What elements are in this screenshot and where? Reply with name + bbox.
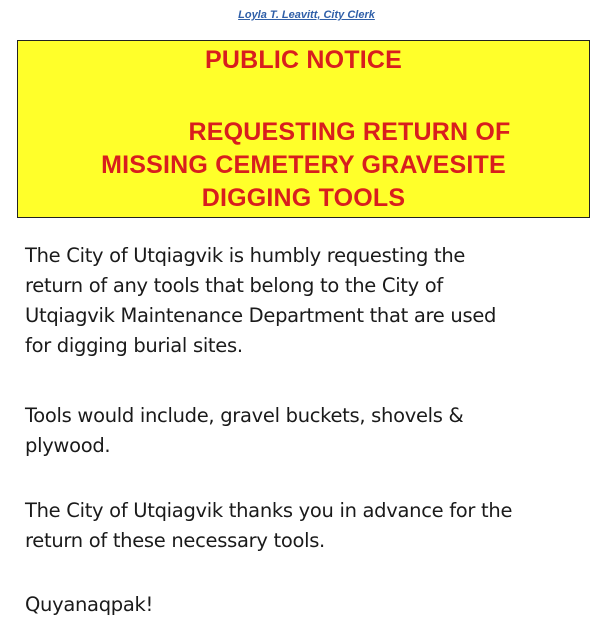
- paragraph-tools-line-2: plywood.: [25, 434, 111, 457]
- notice-subtitle: [18, 116, 589, 215]
- paragraph-tools-line-1: Tools would include, gravel buckets, shovels &: [25, 404, 464, 427]
- notice-title: PUBLIC NOTICE: [204, 46, 403, 74]
- paragraph-request-line-1: The City of Utqiagvik is humbly requesting the: [25, 244, 466, 267]
- public-notice-box: [17, 40, 590, 218]
- paragraph-closing: [25, 590, 600, 620]
- notice-subtitle-line-3: DIGGING TOOLS: [201, 184, 406, 212]
- notice-subtitle-line-2: MISSING CEMETERY GRAVESITE: [101, 151, 506, 179]
- paragraph-request: [25, 241, 600, 361]
- paragraph-thanks: [25, 496, 600, 556]
- paragraph-tools-list: [25, 401, 600, 461]
- closing-word: Quyanaqpak!: [25, 593, 154, 616]
- paragraph-request-line-2: return of any tools that belong to the City of: [25, 274, 443, 297]
- paragraph-thanks-line-1: The City of Utqiagvik thanks you in advance for the: [25, 499, 513, 522]
- author-line: Loyla T. Leavitt, City Clerk: [238, 9, 375, 21]
- paragraph-request-line-3: Utqiagvik Maintenance Department that are used: [25, 304, 497, 327]
- notice-subtitle-line-1: REQUESTING RETURN OF: [188, 118, 511, 146]
- paragraph-thanks-line-2: return of these necessary tools.: [25, 529, 325, 552]
- paragraph-request-line-4: for digging burial sites.: [25, 334, 243, 357]
